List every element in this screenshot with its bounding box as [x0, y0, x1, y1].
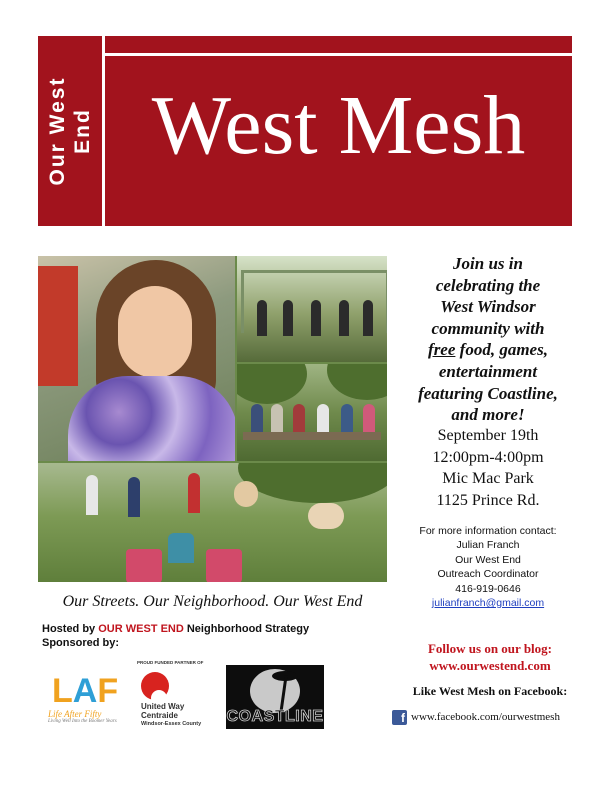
- photo-tagline: Our Streets. Our Neighborhood. Our West End: [62, 593, 363, 610]
- event-time: 12:00pm-4:00pm: [432, 448, 544, 466]
- event-date: September 19th: [437, 427, 539, 444]
- invitation-line: [398, 339, 578, 361]
- banner-side-text: [45, 77, 95, 186]
- hosted-line: [42, 622, 382, 636]
- invitation-line: entertainment: [438, 361, 538, 381]
- uw-name-line2: Centraide: [141, 711, 178, 720]
- invitation-text: [398, 253, 578, 426]
- uw-name-line1: United Way: [141, 702, 185, 711]
- banner-side-line2: End: [71, 108, 94, 154]
- photo-girl-smiling: [38, 256, 235, 461]
- tree-shape: [327, 364, 387, 400]
- event-address: 1125 Prince Rd.: [436, 491, 540, 509]
- laf-letter-a: A: [72, 672, 98, 710]
- invitation-line: and more!: [451, 405, 525, 425]
- band-member-shape: [257, 300, 267, 336]
- invitation-line: community with: [431, 318, 545, 338]
- laf-tagline: Living Well Into the Boomer Years: [48, 719, 117, 724]
- contact-phone: 416-919-0646: [455, 582, 521, 595]
- blog-url-link[interactable]: www.ourwestend.com: [429, 658, 551, 673]
- invitation-line: celebrating the: [435, 275, 541, 295]
- photo-band-on-stage: [237, 256, 387, 362]
- girl-tiedye-shirt-shape: [68, 376, 235, 461]
- banner-side-panel: [38, 36, 102, 226]
- page-title: West Mesh: [151, 79, 526, 172]
- facebook-url-link[interactable]: www.facebook.com/ourwestmesh: [411, 711, 560, 723]
- laf-letter-l: L: [52, 672, 73, 710]
- person-shape: [234, 481, 258, 507]
- person-shape: [308, 503, 344, 529]
- invitation-line-rest: food, games,: [455, 340, 548, 360]
- laf-name: Life After Fifty: [48, 709, 102, 719]
- event-venue: Mic Mac Park: [442, 470, 534, 487]
- title-banner: [38, 36, 572, 226]
- uw-name: [141, 702, 184, 720]
- invitation-line: featuring Coastline,: [418, 383, 558, 403]
- sponsored-label: Sponsored by:: [42, 637, 120, 649]
- person-shape: [168, 533, 194, 563]
- hosted-prefix: Hosted by: [42, 623, 99, 635]
- popcorn-booth-shape: [38, 266, 78, 386]
- contact-heading: For more information contact:: [419, 525, 557, 537]
- event-details: [398, 425, 578, 511]
- hosted-by: [42, 622, 382, 650]
- contact-role: Outreach Coordinator: [437, 568, 539, 581]
- laf-letter-f: F: [97, 672, 119, 710]
- photo-crowd-picnic: [237, 364, 387, 461]
- hosted-org: OUR WEST END: [98, 623, 184, 635]
- camp-chair-shape: [126, 549, 162, 582]
- facebook-row[interactable]: [392, 710, 592, 726]
- uw-proud-partner: PROUD FUNDED PARTNER OF: [137, 660, 204, 665]
- banner-horizontal-rule: [105, 53, 572, 56]
- contact-org: Our West End: [455, 553, 521, 566]
- tree-shape: [237, 364, 307, 404]
- united-way-hand-icon: [141, 672, 169, 700]
- facebook-label: Like West Mesh on Facebook:: [412, 684, 568, 698]
- coastline-wordmark: COASTLINE: [226, 708, 324, 725]
- blog-label: Follow us on our blog:: [427, 641, 552, 656]
- person-shape: [86, 475, 98, 515]
- person-shape: [128, 477, 140, 517]
- camp-chair-shape: [206, 549, 242, 582]
- life-after-fifty-logo: [46, 671, 126, 727]
- uw-county: Windsor-Essex County: [141, 721, 202, 727]
- contact-block: [398, 524, 578, 610]
- photo-collage: [38, 256, 387, 582]
- band-member-shape: [311, 300, 321, 336]
- photo-park-lawn: [38, 463, 387, 582]
- free-emphasis: free: [428, 340, 456, 360]
- band-member-shape: [339, 300, 349, 336]
- person-shape: [188, 473, 200, 513]
- contact-name: Julian Franch: [456, 539, 520, 552]
- band-member-shape: [283, 300, 293, 336]
- girl-face-shape: [118, 286, 192, 378]
- band-member-shape: [363, 300, 373, 336]
- coastline-logo: [226, 665, 324, 729]
- united-way-logo: [137, 660, 217, 732]
- invitation-line: Join us in: [453, 254, 523, 273]
- contact-email-link[interactable]: julianfranch@gmail.com: [431, 597, 545, 610]
- picnic-table-shape: [243, 432, 381, 440]
- blog-block: [400, 640, 580, 674]
- banner-side-line1: Our West: [46, 76, 69, 186]
- hosted-suffix: Neighborhood Strategy: [183, 623, 310, 635]
- facebook-icon: f: [392, 710, 407, 725]
- laf-letters: [52, 673, 118, 709]
- tree-shape: [238, 463, 387, 503]
- invitation-line: West Windsor: [440, 297, 536, 317]
